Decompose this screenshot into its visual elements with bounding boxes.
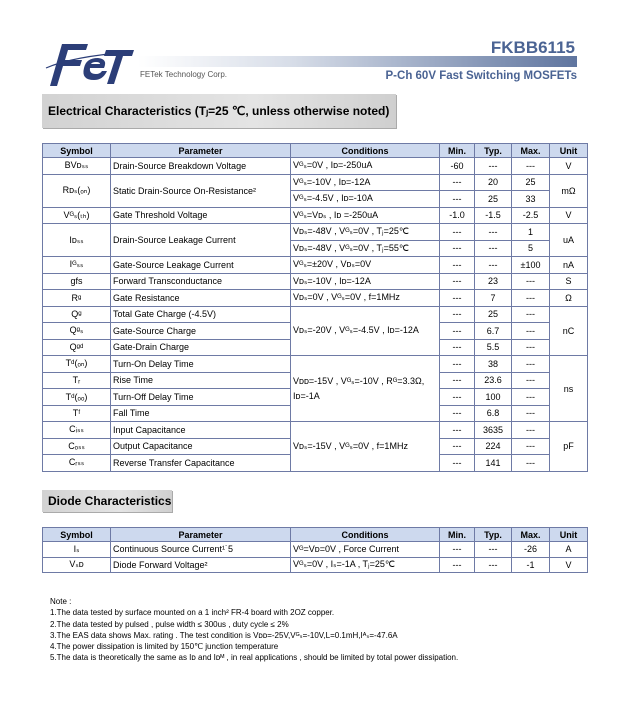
note-4: 4.The power dissipation is limited by 150℃ junction temperature	[50, 642, 279, 652]
max: ---	[512, 372, 550, 389]
min: ---	[440, 542, 475, 558]
conditions-line-1: Vᴅᴅ=-15V , Vᴳₛ=-10V , Rᴳ=3.3Ω,	[293, 375, 425, 386]
min: ---	[440, 356, 475, 373]
symbol: Iₛ	[43, 542, 111, 558]
symbol: BVᴅₛₛ	[43, 158, 111, 175]
typ: ---	[475, 557, 512, 573]
min: ---	[440, 306, 475, 323]
conditions: Vᴅₛ=-20V , Vᴳₛ=-4.5V , Iᴅ=-12A	[291, 306, 440, 356]
diode-section-title: Diode Characteristics	[42, 490, 172, 512]
max: ---	[512, 455, 550, 472]
min: -1.0	[440, 207, 475, 224]
conditions: Vᴳ=Vᴅ=0V , Force Current	[291, 542, 440, 558]
typ: 6.8	[475, 405, 512, 422]
table-row	[43, 158, 588, 175]
unit: A	[550, 542, 588, 558]
parameter: Fall Time	[111, 405, 291, 422]
max: ---	[512, 405, 550, 422]
symbol: Tᵣ	[43, 372, 111, 389]
parameter: Output Capacitance	[111, 438, 291, 455]
parameter: Gate-Source Leakage Current	[111, 257, 291, 274]
table-header-row	[43, 144, 588, 158]
table-row	[43, 422, 588, 439]
max: -2.5	[512, 207, 550, 224]
min: ---	[440, 389, 475, 406]
conditions: Vᴳₛ=0V , Iₛ=-1A , Tⱼ=25℃	[291, 557, 440, 573]
max: -26	[512, 542, 550, 558]
max: -1	[512, 557, 550, 573]
unit: pF	[550, 422, 588, 472]
unit: V	[550, 557, 588, 573]
parameter: Drain-Source Breakdown Voltage	[111, 158, 291, 175]
conditions: Vᴅₛ=0V , Vᴳₛ=0V , f=1MHz	[291, 290, 440, 307]
conditions: Vᴳₛ=-4.5V , Iᴅ=-10A	[291, 191, 440, 208]
col-symbol: Symbol	[43, 528, 111, 542]
max: 25	[512, 174, 550, 191]
parameter: Drain-Source Leakage Current	[111, 224, 291, 257]
parameter: Rise Time	[111, 372, 291, 389]
parameter: Gate-Drain Charge	[111, 339, 291, 356]
conditions: Vᴅₛ=-48V , Vᴳₛ=0V , Tⱼ=55℃	[291, 240, 440, 257]
table-row	[43, 290, 588, 307]
parameter: Input Capacitance	[111, 422, 291, 439]
symbol: Vₛᴅ	[43, 557, 111, 573]
symbol: Iᴳₛₛ	[43, 257, 111, 274]
typ: 23.6	[475, 372, 512, 389]
conditions-line-2: Iᴅ=-1A	[293, 390, 320, 401]
note-5: 5.The data is theoretically the same as Iᴅ and Iᴅᴹ , in real applications , should be limited by total power dissipation.	[50, 653, 459, 663]
min: ---	[440, 273, 475, 290]
device-subtitle: P-Ch 60V Fast Switching MOSFETs	[385, 70, 577, 82]
table-row	[43, 174, 588, 191]
symbol: Qᵍ	[43, 306, 111, 323]
typ: 23	[475, 273, 512, 290]
unit: V	[550, 158, 588, 175]
parameter: Gate Resistance	[111, 290, 291, 307]
col-parameter: Parameter	[111, 144, 291, 158]
unit: Ω	[550, 290, 588, 307]
max: ---	[512, 290, 550, 307]
conditions: Vᴳₛ=Vᴅₛ , Iᴅ =-250uA	[291, 207, 440, 224]
table-header-row	[43, 528, 588, 542]
conditions: Vᴅₛ=-10V , Iᴅ=-12A	[291, 273, 440, 290]
notes-title: Note :	[50, 597, 72, 606]
min: ---	[440, 257, 475, 274]
min: ---	[440, 174, 475, 191]
parameter: Gate-Source Charge	[111, 323, 291, 340]
conditions: Vᴳₛ=0V , Iᴅ=-250uA	[291, 158, 440, 175]
typ: 224	[475, 438, 512, 455]
company-name: FETek Technology Corp.	[140, 70, 228, 79]
parameter: Gate Threshold Voltage	[111, 207, 291, 224]
conditions: Vᴳₛ=-10V , Iᴅ=-12A	[291, 174, 440, 191]
unit: uA	[550, 224, 588, 257]
parameter: Turn-On Delay Time	[111, 356, 291, 373]
unit: mΩ	[550, 174, 588, 207]
min: ---	[440, 405, 475, 422]
min: ---	[440, 438, 475, 455]
symbol: Cᵣₛₛ	[43, 455, 111, 472]
min: ---	[440, 224, 475, 241]
typ: 141	[475, 455, 512, 472]
col-max: Max.	[512, 528, 550, 542]
col-conditions: Conditions	[291, 528, 440, 542]
table-row	[43, 257, 588, 274]
table-row	[43, 224, 588, 241]
symbol: Vᴳₛ(ₜₕ)	[43, 207, 111, 224]
min: -60	[440, 158, 475, 175]
min: ---	[440, 455, 475, 472]
typ: ---	[475, 257, 512, 274]
conditions: Vᴳₛ=±20V , Vᴅₛ=0V	[291, 257, 440, 274]
unit: nA	[550, 257, 588, 274]
max: ±100	[512, 257, 550, 274]
max: ---	[512, 356, 550, 373]
diode-table	[42, 527, 588, 573]
parameter: Continuous Source Current¹˙5	[111, 542, 291, 558]
parameter: Static Drain-Source On-Resistance²	[111, 174, 291, 207]
typ: ---	[475, 224, 512, 241]
typ: 6.7	[475, 323, 512, 340]
unit: nC	[550, 306, 588, 356]
parameter: Diode Forward Voltage²	[111, 557, 291, 573]
min: ---	[440, 557, 475, 573]
typ: 20	[475, 174, 512, 191]
typ: -1.5	[475, 207, 512, 224]
col-typ: Typ.	[475, 144, 512, 158]
typ: ---	[475, 158, 512, 175]
symbol: Cₒₛₛ	[43, 438, 111, 455]
electrical-section-title: Electrical Characteristics (Tⱼ=25 ℃, unless otherwise noted)	[42, 94, 396, 128]
table-row	[43, 356, 588, 373]
note-1: 1.The data tested by surface mounted on a 1 inch² FR-4 board with 2OZ copper.	[50, 608, 335, 618]
unit: V	[550, 207, 588, 224]
max: ---	[512, 273, 550, 290]
symbol: Tᵈ(ₒₙ)	[43, 356, 111, 373]
unit: S	[550, 273, 588, 290]
col-typ: Typ.	[475, 528, 512, 542]
symbol: Tᶠ	[43, 405, 111, 422]
typ: 5.5	[475, 339, 512, 356]
electrical-table	[42, 143, 588, 472]
col-max: Max.	[512, 144, 550, 158]
conditions: Vᴅₛ=-15V , Vᴳₛ=0V , f=1MHz	[291, 422, 440, 472]
col-unit: Unit	[550, 144, 588, 158]
parameter: Reverse Transfer Capacitance	[111, 455, 291, 472]
min: ---	[440, 339, 475, 356]
symbol: Rᴅₛ(ₒₙ)	[43, 174, 111, 207]
min: ---	[440, 290, 475, 307]
symbol: Rᵍ	[43, 290, 111, 307]
max: ---	[512, 158, 550, 175]
min: ---	[440, 422, 475, 439]
typ: ---	[475, 542, 512, 558]
typ: ---	[475, 240, 512, 257]
col-unit: Unit	[550, 528, 588, 542]
table-row	[43, 557, 588, 573]
symbol: Qᵍᵈ	[43, 339, 111, 356]
symbol: Iᴅₛₛ	[43, 224, 111, 257]
typ: 100	[475, 389, 512, 406]
unit: ns	[550, 356, 588, 422]
max: ---	[512, 323, 550, 340]
parameter: Forward Transconductance	[111, 273, 291, 290]
max: ---	[512, 389, 550, 406]
max: 5	[512, 240, 550, 257]
table-row	[43, 273, 588, 290]
note-3: 3.The EAS data shows Max. rating . The test condition is Vᴅᴅ=-25V,Vᴳₛ=-10V,L=0.1mH,Iᴬₛ=-47.6A	[50, 630, 398, 640]
symbol: gfs	[43, 273, 111, 290]
notes	[50, 596, 458, 664]
col-min: Min.	[440, 528, 475, 542]
conditions: Vᴅₛ=-48V , Vᴳₛ=0V , Tⱼ=25℃	[291, 224, 440, 241]
typ: 38	[475, 356, 512, 373]
parameter: Turn-Off Delay Time	[111, 389, 291, 406]
max: ---	[512, 339, 550, 356]
typ: 25	[475, 306, 512, 323]
max: ---	[512, 422, 550, 439]
min: ---	[440, 372, 475, 389]
col-symbol: Symbol	[43, 144, 111, 158]
col-parameter: Parameter	[111, 528, 291, 542]
symbol: Qᵍₛ	[43, 323, 111, 340]
table-row	[43, 306, 588, 323]
part-number: FKBB6115	[490, 38, 575, 57]
max: 33	[512, 191, 550, 208]
parameter: Total Gate Charge (-4.5V)	[111, 306, 291, 323]
table-row	[43, 542, 588, 558]
symbol: Cᵢₛₛ	[43, 422, 111, 439]
col-conditions: Conditions	[291, 144, 440, 158]
min: ---	[440, 323, 475, 340]
max: ---	[512, 438, 550, 455]
symbol: Tᵈ(ₒₒ)	[43, 389, 111, 406]
fetek-logo	[44, 38, 136, 88]
min: ---	[440, 240, 475, 257]
typ: 3635	[475, 422, 512, 439]
max: 1	[512, 224, 550, 241]
min: ---	[440, 191, 475, 208]
table-row	[43, 207, 588, 224]
typ: 7	[475, 290, 512, 307]
note-2: 2.The data tested by pulsed , pulse width ≤ 300us , duty cycle ≤ 2%	[50, 619, 289, 629]
col-min: Min.	[440, 144, 475, 158]
max: ---	[512, 306, 550, 323]
conditions	[291, 356, 440, 422]
typ: 25	[475, 191, 512, 208]
